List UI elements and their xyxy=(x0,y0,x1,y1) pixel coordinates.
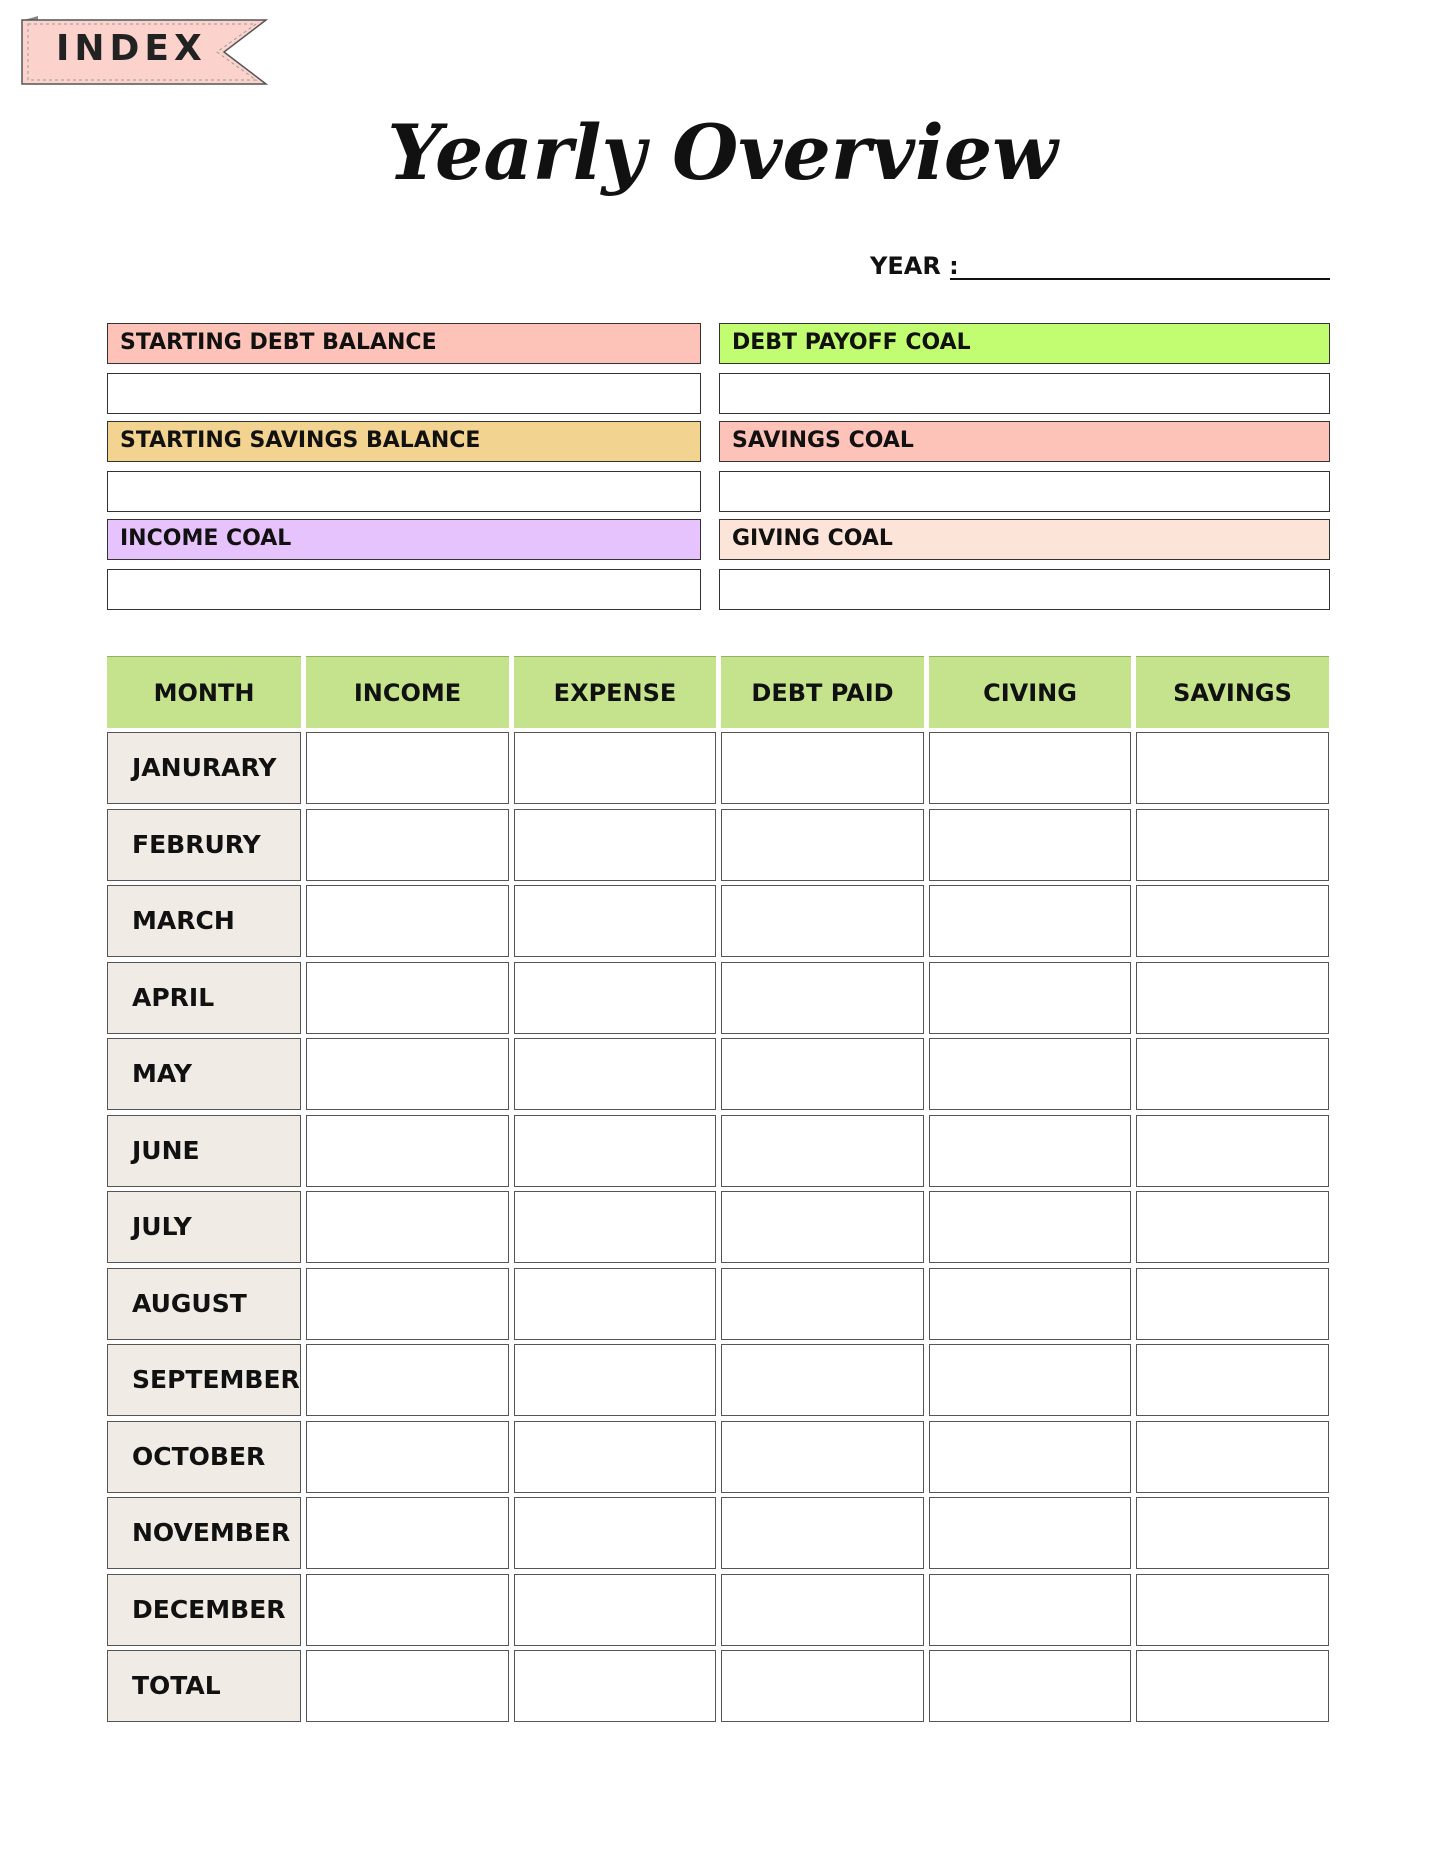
table-cell-input[interactable] xyxy=(306,1344,509,1416)
goal-input[interactable] xyxy=(719,569,1330,610)
table-cell-input[interactable] xyxy=(929,1115,1131,1187)
table-cell-input[interactable] xyxy=(721,1574,924,1646)
column-header: SAVINGS xyxy=(1136,656,1329,728)
table-cell-input[interactable] xyxy=(1136,732,1329,804)
column-header: INCOME xyxy=(306,656,509,728)
table-cell-input[interactable] xyxy=(514,1421,716,1493)
row-label: APRIL xyxy=(107,962,301,1034)
table-cell-input[interactable] xyxy=(721,1115,924,1187)
table-cell-input[interactable] xyxy=(929,962,1131,1034)
goal-input[interactable] xyxy=(107,569,701,610)
table-cell-input[interactable] xyxy=(721,1650,924,1722)
table-cell-input[interactable] xyxy=(721,1038,924,1110)
table-cell-input[interactable] xyxy=(929,1421,1131,1493)
index-tab-label: INDEX xyxy=(56,28,207,69)
table-cell-input[interactable] xyxy=(721,1268,924,1340)
table-cell-input[interactable] xyxy=(306,809,509,881)
table-cell-input[interactable] xyxy=(306,1497,509,1569)
table-cell-input[interactable] xyxy=(721,809,924,881)
year-row xyxy=(870,248,1330,288)
table-cell-input[interactable] xyxy=(929,1344,1131,1416)
goal-label: INCOME COAL xyxy=(107,519,701,560)
table-cell-input[interactable] xyxy=(1136,1115,1329,1187)
goal-input[interactable] xyxy=(107,373,701,414)
goal-input[interactable] xyxy=(719,373,1330,414)
table-cell-input[interactable] xyxy=(306,885,509,957)
table-cell-input[interactable] xyxy=(1136,1191,1329,1263)
table-cell-input[interactable] xyxy=(1136,1650,1329,1722)
goal-label: STARTING SAVINGS BALANCE xyxy=(107,421,701,462)
table-cell-input[interactable] xyxy=(514,1574,716,1646)
table-cell-input[interactable] xyxy=(929,1038,1131,1110)
goal-input[interactable] xyxy=(107,471,701,512)
table-cell-input[interactable] xyxy=(1136,885,1329,957)
table-cell-input[interactable] xyxy=(721,1421,924,1493)
table-cell-input[interactable] xyxy=(306,1268,509,1340)
table-cell-input[interactable] xyxy=(721,732,924,804)
table-cell-input[interactable] xyxy=(721,1191,924,1263)
row-label: JANURARY xyxy=(107,732,301,804)
table-cell-input[interactable] xyxy=(929,885,1131,957)
goal-input[interactable] xyxy=(719,471,1330,512)
table-cell-input[interactable] xyxy=(514,1191,716,1263)
table-cell-input[interactable] xyxy=(514,1268,716,1340)
table-cell-input[interactable] xyxy=(306,1115,509,1187)
table-cell-input[interactable] xyxy=(1136,1344,1329,1416)
table-cell-input[interactable] xyxy=(306,1191,509,1263)
goal-label: GIVING COAL xyxy=(719,519,1330,560)
table-cell-input[interactable] xyxy=(514,1497,716,1569)
row-label: FEBRURY xyxy=(107,809,301,881)
row-label: OCTOBER xyxy=(107,1421,301,1493)
row-label: SEPTEMBER xyxy=(107,1344,301,1416)
row-label: AUGUST xyxy=(107,1268,301,1340)
table-cell-input[interactable] xyxy=(929,1191,1131,1263)
table-cell-input[interactable] xyxy=(1136,1574,1329,1646)
table-cell-input[interactable] xyxy=(514,885,716,957)
table-cell-input[interactable] xyxy=(514,1038,716,1110)
table-cell-input[interactable] xyxy=(306,1421,509,1493)
table-cell-input[interactable] xyxy=(306,732,509,804)
table-cell-input[interactable] xyxy=(1136,1497,1329,1569)
table-cell-input[interactable] xyxy=(929,1650,1131,1722)
table-cell-input[interactable] xyxy=(929,732,1131,804)
row-label: DECEMBER xyxy=(107,1574,301,1646)
table-cell-input[interactable] xyxy=(1136,1268,1329,1340)
table-cell-input[interactable] xyxy=(929,809,1131,881)
table-cell-input[interactable] xyxy=(721,885,924,957)
table-cell-input[interactable] xyxy=(929,1497,1131,1569)
page-title: Yearly Overview xyxy=(387,108,1058,197)
column-header: EXPENSE xyxy=(514,656,716,728)
row-label: JULY xyxy=(107,1191,301,1263)
table-cell-input[interactable] xyxy=(514,732,716,804)
year-input[interactable] xyxy=(950,278,1330,280)
goal-label: DEBT PAYOFF COAL xyxy=(719,323,1330,364)
table-cell-input[interactable] xyxy=(306,1650,509,1722)
table-cell-input[interactable] xyxy=(306,1038,509,1110)
table-cell-input[interactable] xyxy=(306,962,509,1034)
table-cell-input[interactable] xyxy=(514,1115,716,1187)
table-cell-input[interactable] xyxy=(306,1574,509,1646)
table-cell-input[interactable] xyxy=(721,1497,924,1569)
table-cell-input[interactable] xyxy=(1136,1421,1329,1493)
table-cell-input[interactable] xyxy=(929,1574,1131,1646)
index-tab[interactable] xyxy=(18,14,272,86)
table-cell-input[interactable] xyxy=(1136,962,1329,1034)
row-label: JUNE xyxy=(107,1115,301,1187)
table-cell-input[interactable] xyxy=(721,1344,924,1416)
goal-label: SAVINGS COAL xyxy=(719,421,1330,462)
column-header: DEBT PAID xyxy=(721,656,924,728)
table-cell-input[interactable] xyxy=(514,962,716,1034)
row-label: MAY xyxy=(107,1038,301,1110)
row-label: NOVEMBER xyxy=(107,1497,301,1569)
row-label: TOTAL xyxy=(107,1650,301,1722)
table-cell-input[interactable] xyxy=(514,809,716,881)
table-cell-input[interactable] xyxy=(514,1344,716,1416)
table-cell-input[interactable] xyxy=(1136,809,1329,881)
table-cell-input[interactable] xyxy=(721,962,924,1034)
column-header: MONTH xyxy=(107,656,301,728)
year-label: YEAR : xyxy=(870,252,959,280)
column-header: CIVING xyxy=(929,656,1131,728)
row-label: MARCH xyxy=(107,885,301,957)
table-cell-input[interactable] xyxy=(514,1650,716,1722)
table-cell-input[interactable] xyxy=(929,1268,1131,1340)
goal-label: STARTING DEBT BALANCE xyxy=(107,323,701,364)
table-cell-input[interactable] xyxy=(1136,1038,1329,1110)
